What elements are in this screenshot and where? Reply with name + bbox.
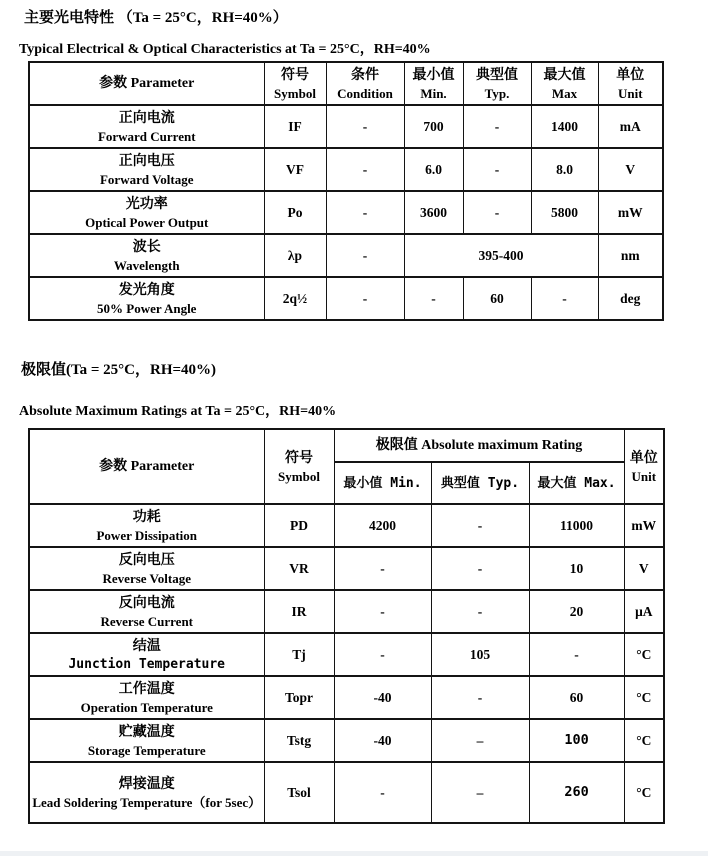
table-row <box>29 633 664 676</box>
table-row <box>29 762 664 823</box>
symbol-cell: VR <box>264 547 334 590</box>
unit-cell: V <box>598 148 663 191</box>
param-cn: 贮藏温度 <box>118 724 175 740</box>
t1-header-condition <box>326 62 404 105</box>
max-cell: 10 <box>529 547 624 590</box>
t1-header-parameter: 参数 Parameter <box>29 62 264 105</box>
param-cn: 光功率 <box>125 196 168 212</box>
t1-header-min-en: Min. <box>420 85 447 101</box>
max-cell: 100 <box>529 719 624 762</box>
symbol-cell: 2q½ <box>264 277 326 320</box>
typ-cell: - <box>463 148 531 191</box>
min-cell: 700 <box>404 105 463 148</box>
symbol-cell: PD <box>264 504 334 547</box>
unit-cell: °C <box>624 633 664 676</box>
t1-header-max-en: Max <box>551 85 578 101</box>
min-cell: - <box>334 762 431 823</box>
max-cell: 5800 <box>531 191 598 234</box>
param-cell <box>29 633 264 676</box>
condition-cell: - <box>326 148 404 191</box>
unit-cell: V <box>624 547 664 590</box>
typ-cell: - <box>463 105 531 148</box>
max-cell: 8.0 <box>531 148 598 191</box>
param-cn: 正向电压 <box>118 153 175 169</box>
max-cell: - <box>531 277 598 320</box>
t2-header-unit <box>624 429 664 504</box>
param-cn: 反向电压 <box>118 552 175 568</box>
param-cell <box>29 676 264 719</box>
table-row <box>29 676 664 719</box>
t2-header-unit-cn: 单位 <box>629 450 658 466</box>
t1-header-unit-en: Unit <box>617 85 643 101</box>
symbol-cell: Tj <box>264 633 334 676</box>
symbol-cell: λp <box>264 234 326 277</box>
table-row <box>29 547 664 590</box>
symbol-cell: IR <box>264 590 334 633</box>
min-cell: - <box>334 633 431 676</box>
t2-header-symbol-en: Symbol <box>278 468 320 484</box>
unit-cell: deg <box>598 277 663 320</box>
param-en: Reverse Voltage <box>102 570 191 586</box>
t2-header-row-top <box>29 429 664 462</box>
param-cn: 波长 <box>132 239 161 255</box>
unit-cell: mW <box>598 191 663 234</box>
typ-cell: 60 <box>463 277 531 320</box>
param-en: Optical Power Output <box>85 214 209 230</box>
param-cn: 结温 <box>132 638 161 654</box>
param-en: Lead Soldering Temperature（for 5sec） <box>32 794 262 810</box>
min-cell: 3600 <box>404 191 463 234</box>
typ-cell: - <box>431 504 529 547</box>
t1-header-unit-cn: 单位 <box>616 67 645 83</box>
typ-cell: - <box>431 590 529 633</box>
table-row <box>29 148 663 191</box>
t1-header-min <box>404 62 463 105</box>
unit-cell: °C <box>624 719 664 762</box>
typ-cell: – <box>431 762 529 823</box>
param-cell <box>29 148 264 191</box>
t2-header-rating: 极限值 Absolute maximum Rating <box>334 429 624 462</box>
param-cell <box>29 105 264 148</box>
max-cell: 20 <box>529 590 624 633</box>
t1-header-max <box>531 62 598 105</box>
param-cell <box>29 191 264 234</box>
typ-cell: - <box>463 191 531 234</box>
param-cell <box>29 762 264 823</box>
param-en: Storage Temperature <box>87 742 206 758</box>
table-row <box>29 234 663 277</box>
t2-header-unit-en: Unit <box>631 468 657 484</box>
unit-cell: mW <box>624 504 664 547</box>
condition-cell: - <box>326 191 404 234</box>
param-cn: 焊接温度 <box>118 776 175 792</box>
min-cell: 6.0 <box>404 148 463 191</box>
max-cell: 60 <box>529 676 624 719</box>
t2-header-symbol-cn: 符号 <box>285 450 313 466</box>
table-row <box>29 191 663 234</box>
t1-header-typ-en: Typ. <box>484 85 510 101</box>
t1-header-symbol-cn: 符号 <box>281 67 309 83</box>
t1-header-symbol <box>264 62 326 105</box>
symbol-cell: Tstg <box>264 719 334 762</box>
t2-subheader-min: 最小值 Min. <box>334 462 431 504</box>
param-cn: 功耗 <box>132 509 161 525</box>
section1-title-cn: 主要光电特性 （Ta = 25°C，RH=40%） <box>24 10 288 26</box>
condition-cell: - <box>326 105 404 148</box>
param-en: Forward Current <box>97 128 196 144</box>
param-cell <box>29 234 264 277</box>
electrical-optical-characteristics-table <box>28 61 664 321</box>
min-cell: 4200 <box>334 504 431 547</box>
param-cell <box>29 719 264 762</box>
symbol-cell: Po <box>264 191 326 234</box>
param-en: Reverse Current <box>100 613 194 629</box>
typ-cell: 105 <box>431 633 529 676</box>
t1-header-condition-cn: 条件 <box>351 67 379 83</box>
max-cell: 260 <box>529 762 624 823</box>
unit-cell: nm <box>598 234 663 277</box>
unit-cell: μA <box>624 590 664 633</box>
param-cn: 发光角度 <box>118 282 175 298</box>
typ-cell: – <box>431 719 529 762</box>
symbol-cell: Tsol <box>264 762 334 823</box>
table-row <box>29 590 664 633</box>
table-row <box>29 719 664 762</box>
max-cell: 1400 <box>531 105 598 148</box>
condition-cell: - <box>326 234 404 277</box>
range-cell: 395-400 <box>404 234 598 277</box>
param-en: Wavelength <box>113 257 180 273</box>
min-cell: -40 <box>334 719 431 762</box>
unit-cell: °C <box>624 762 664 823</box>
t1-header-condition-en: Condition <box>337 85 393 101</box>
t2-subheader-max: 最大值 Max. <box>529 462 624 504</box>
t1-header-typ <box>463 62 531 105</box>
t2-header-parameter: 参数 Parameter <box>29 429 264 504</box>
unit-cell: mA <box>598 105 663 148</box>
typ-cell: - <box>431 676 529 719</box>
param-en: Junction Temperature <box>68 656 226 672</box>
param-cn: 工作温度 <box>118 681 175 697</box>
symbol-cell: Topr <box>264 676 334 719</box>
t2-subheader-typ: 典型值 Typ. <box>431 462 529 504</box>
t1-header-typ-cn: 典型值 <box>476 67 518 83</box>
table-row <box>29 277 663 320</box>
param-cell <box>29 277 264 320</box>
param-en: 50% Power Angle <box>97 300 197 316</box>
absolute-maximum-ratings-table <box>28 428 665 824</box>
min-cell: - <box>334 547 431 590</box>
max-cell: - <box>529 633 624 676</box>
param-cn: 正向电流 <box>118 110 175 126</box>
table-row <box>29 504 664 547</box>
min-cell: - <box>334 590 431 633</box>
symbol-cell: IF <box>264 105 326 148</box>
t1-header-unit <box>598 62 663 105</box>
unit-cell: °C <box>624 676 664 719</box>
condition-cell: - <box>326 277 404 320</box>
min-cell: - <box>404 277 463 320</box>
min-cell: -40 <box>334 676 431 719</box>
section1-title-en: Typical Electrical & Optical Characteristics at Ta = 25°C，RH=40% <box>19 42 431 57</box>
typ-cell: - <box>431 547 529 590</box>
param-cell <box>29 547 264 590</box>
param-en: Forward Voltage <box>99 171 194 187</box>
param-cn: 反向电流 <box>118 595 175 611</box>
section2-title-cn: 极限值(Ta = 25°C，RH=40%) <box>21 362 217 378</box>
horizontal-scrollbar-track[interactable] <box>0 851 708 856</box>
param-en: Operation Temperature <box>80 699 213 715</box>
t1-header-row <box>29 62 663 105</box>
t1-header-symbol-en: Symbol <box>274 85 316 101</box>
t2-header-symbol <box>264 429 334 504</box>
param-cell <box>29 590 264 633</box>
param-cell <box>29 504 264 547</box>
section2-title-en: Absolute Maximum Ratings at Ta = 25°C，RH=40% <box>19 404 337 419</box>
symbol-cell: VF <box>264 148 326 191</box>
t1-header-min-cn: 最小值 <box>412 67 455 83</box>
param-en: Power Dissipation <box>96 527 197 543</box>
t1-header-max-cn: 最大值 <box>543 67 586 83</box>
table-row <box>29 105 663 148</box>
max-cell: 11000 <box>529 504 624 547</box>
